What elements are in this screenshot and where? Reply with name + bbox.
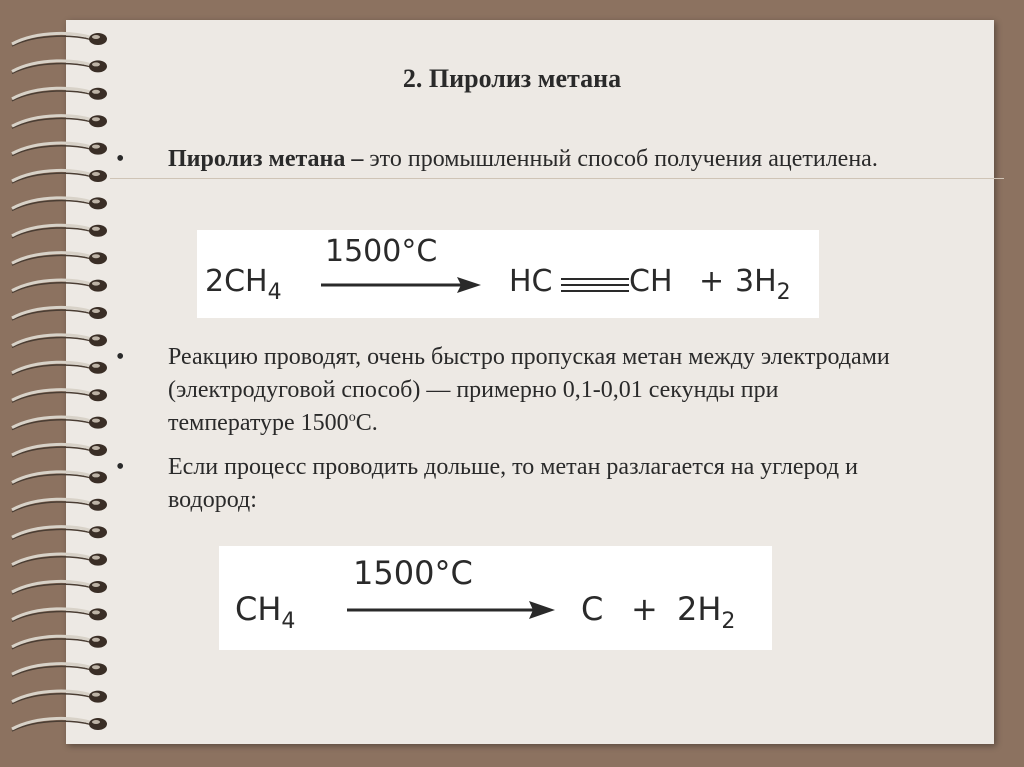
eq2-condition: 1500°C bbox=[353, 554, 473, 592]
spiral-ring-icon bbox=[12, 718, 107, 731]
spiral-ring-icon bbox=[12, 554, 107, 567]
eq1-condition: 1500°C bbox=[325, 234, 438, 269]
spiral-ring-icon bbox=[12, 471, 107, 484]
spiral-ring-icon bbox=[12, 334, 107, 347]
spiral-ring-icon bbox=[12, 143, 107, 156]
equation-decomposition bbox=[219, 546, 772, 650]
spiral-ring-icon bbox=[12, 362, 107, 375]
spiral-ring-icon bbox=[12, 691, 107, 704]
spiral-ring-icon bbox=[12, 307, 107, 320]
bullet-marker: • bbox=[116, 146, 125, 172]
bullet-definition bbox=[168, 143, 888, 176]
eq1-product-hc: HC bbox=[509, 264, 553, 299]
eq2-plus: + bbox=[631, 590, 658, 628]
spiral-ring-icon bbox=[12, 197, 107, 210]
eq2-reactant: $CH_4$ bbox=[235, 590, 296, 634]
spiral-ring-icon bbox=[12, 280, 107, 293]
term-bold: Пиролиз метана – bbox=[168, 146, 370, 172]
eq2-product-h2: $2H_2$ bbox=[677, 590, 736, 634]
spiral-ring-icon bbox=[12, 526, 107, 539]
eq2-product-c: C bbox=[581, 590, 604, 628]
spiral-ring-icon bbox=[12, 444, 107, 457]
spiral-ring-icon bbox=[12, 225, 107, 238]
eq1-plus: + bbox=[699, 264, 725, 299]
spiral-ring-icon bbox=[12, 252, 107, 265]
slide-title: 2. Пиролиз метана bbox=[402, 64, 622, 93]
spiral-ring-icon bbox=[12, 33, 107, 46]
spiral-ring-icon bbox=[12, 636, 107, 649]
bullet-marker: • bbox=[116, 344, 125, 370]
triple-bond-icon bbox=[561, 274, 629, 296]
spiral-ring-icon bbox=[12, 663, 107, 676]
eq2-arrow-icon bbox=[347, 598, 555, 622]
bullet-reaction-conditions: Реакцию проводят, очень быстро пропуская метан между электродами (электродуговой способ) — примерно 0,1-0,01 секунды при температуре $1500^оС$. bbox=[168, 344, 890, 436]
eq1-product-h2: $3H_2$ bbox=[735, 264, 791, 305]
equation-acetylene bbox=[197, 230, 819, 318]
spiral-ring-icon bbox=[12, 499, 107, 512]
spiral-ring-icon bbox=[12, 389, 107, 402]
spiral-ring-icon bbox=[12, 115, 107, 128]
divider-line bbox=[110, 178, 1004, 179]
spiral-ring-icon bbox=[12, 417, 107, 430]
spiral-ring-icon bbox=[12, 170, 107, 183]
eq1-arrow-icon bbox=[321, 274, 481, 296]
spiral-ring-icon bbox=[12, 581, 107, 594]
spiral-binding-decoration bbox=[8, 22, 118, 738]
bullet-decomposition: Если процесс проводить дольше, то метан разлагается на углерод и водород: bbox=[168, 454, 858, 513]
spiral-ring-icon bbox=[12, 608, 107, 621]
eq1-reactant: $2CH_4$ bbox=[205, 264, 282, 305]
bullet-marker: • bbox=[116, 454, 125, 480]
definition-text: это промышленный способ получения ацетилена. bbox=[369, 146, 878, 172]
eq1-product-ch: CH bbox=[629, 264, 673, 299]
